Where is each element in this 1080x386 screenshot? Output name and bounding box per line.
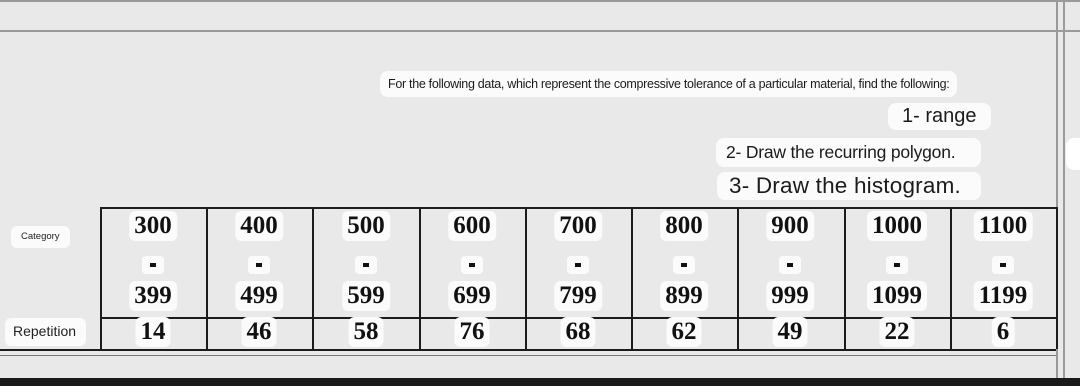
class-lower-bound: 1100	[974, 211, 1033, 241]
table-column-divider	[525, 207, 527, 349]
class-lower-bound: 500	[342, 211, 390, 241]
range-dash	[992, 256, 1014, 274]
range-dash	[461, 256, 483, 274]
class-lower-bound: 800	[660, 211, 708, 241]
task-item-polygon: 2- Draw the recurring polygon.	[716, 138, 981, 167]
task-item-range: 1- range	[888, 103, 991, 130]
range-dash	[567, 256, 589, 274]
frequency-cell: 76	[455, 317, 490, 347]
frequency-cell: 14	[136, 317, 171, 347]
class-upper-bound: 899	[660, 281, 708, 311]
table-column-divider	[950, 207, 952, 349]
class-lower-bound: 600	[448, 211, 496, 241]
page-rule-right-outer	[1063, 0, 1065, 386]
range-dash	[779, 256, 801, 274]
class-upper-bound: 999	[766, 281, 814, 311]
frequency-cell: 22	[880, 317, 915, 347]
problem-intro: For the following data, which represent the compressive tolerance of a particular material, find the following:	[380, 71, 957, 97]
class-upper-bound: 599	[342, 281, 390, 311]
frequency-cell: 6	[992, 317, 1015, 347]
frequency-cell: 68	[561, 317, 596, 347]
frequency-cell: 58	[349, 317, 384, 347]
task-item-histogram: 3- Draw the histogram.	[717, 172, 981, 200]
class-upper-bound: 399	[129, 281, 177, 311]
frequency-cell: 62	[667, 317, 702, 347]
table-column-divider	[844, 207, 846, 349]
page-rule-header	[0, 30, 1080, 32]
class-upper-bound: 1099	[867, 281, 927, 311]
class-lower-bound: 700	[554, 211, 602, 241]
range-dash	[142, 256, 164, 274]
range-dash	[673, 256, 695, 274]
class-lower-bound: 900	[766, 211, 814, 241]
class-upper-bound: 499	[235, 281, 283, 311]
table-column-divider	[419, 207, 421, 349]
right-edge-tab	[1066, 138, 1080, 170]
table-rule-bottom	[0, 349, 1056, 351]
class-lower-bound: 300	[129, 211, 177, 241]
bottom-bar	[0, 378, 1080, 386]
class-lower-bound: 1000	[867, 211, 927, 241]
range-dash	[886, 256, 908, 274]
table-column-divider	[1056, 207, 1058, 349]
range-dash	[355, 256, 377, 274]
page-rule-top	[0, 0, 1080, 2]
class-upper-bound: 1199	[974, 281, 1033, 311]
table-rule-top	[100, 207, 1056, 209]
table-rule-footer	[0, 355, 1056, 356]
table-column-divider	[206, 207, 208, 349]
row-label-category: Category	[11, 226, 70, 248]
table-column-divider	[100, 207, 102, 349]
table-column-divider	[631, 207, 633, 349]
table-column-divider	[737, 207, 739, 349]
range-dash	[248, 256, 270, 274]
class-upper-bound: 699	[448, 281, 496, 311]
row-label-repetition: Repetition	[5, 318, 86, 346]
table-column-divider	[312, 207, 314, 349]
class-upper-bound: 799	[554, 281, 602, 311]
class-lower-bound: 400	[235, 211, 283, 241]
frequency-cell: 46	[242, 317, 277, 347]
frequency-cell: 49	[773, 317, 808, 347]
